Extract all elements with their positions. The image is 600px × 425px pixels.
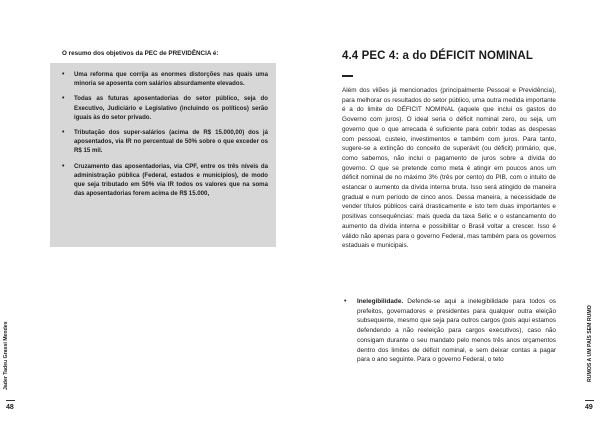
list-item: • Tributação dos super-salários (acima de R$ 15.000,00) dos já aposentados, via IR no percentual de 50% sobre o que exceder os R$ 15 mil. [62, 129, 268, 155]
page-number: 49 [585, 404, 593, 411]
bullet-icon: • [62, 162, 65, 170]
objectives-list [50, 63, 276, 198]
title-rule [342, 75, 353, 77]
objectives-box [50, 63, 276, 247]
list-item: • Todas as futuras aposentadorias do setor público, seja do Executivo, Judiciário e Legislativo (incluindo os políticos) serão iguais às do setor privado. [62, 95, 268, 121]
list-item-text: Defende-se aqui a inelegibilidade para todos os prefeitos, governadores e presidentes para qualquer outra eleição subsequente, mesmo que seja para outros cargos (pois aqui estamos defendendo a não reeleição para cargos executivos), caso não consigam durante o seu mandato pelo menos três anos orçamentos dentro dos limites de déficit nominal, e sem deixar contas a pagar para o ano seguinte. Para o governo Federal, o teto [357, 298, 556, 364]
bullet-icon: • [62, 95, 65, 103]
proposal-list [342, 297, 556, 365]
page-number: 48 [6, 404, 14, 411]
bullet-icon: • [62, 71, 65, 78]
body-paragraph: Além dos vilões já mencionados (principalmente Pessoal e Previdência), para melhorar os resultados do setor público, uma outra medida importante é a do limite do DÉFICIT NOMINAL (aquele que inclui os gastos do Governo com juros). O ideal seria o déficit nominal zero, ou seja, um governo que o que arrecada é suficiente para cobrir todas as despesas com pessoal, custeio, investimentos e também com juros. Para tanto, sugere-se a extinção do conceito de superávit (ou déficit) primário, que, como sabemos, não inclui o pagamento de juros sobre a dívida do governo. O que se pretende como meta é atingir em poucos anos um déficit nominal de no máximo 3% (três por cento) do PIB, com o intuito de estancar o aumento da dívida interna bruta. Isso será atingido de maneira gradual e num período de cinco anos. Dessa maneira, a necessidade de vender títulos públicos cairá drasticamente e isto tem duas importantes e positivas consequências: mais queda da taxa Selic e o estancamento do aumento da dívida interna e possibilitar o Brasil voltar a crescer. Isso é válido não apenas para o governo Federal, mas também para os governos estaduais e municipais. [342, 87, 556, 250]
list-item [342, 297, 556, 365]
box-intro: O resumo dos objetivos da PEC de PREVIDÊNCIA é: [62, 50, 219, 57]
bullet-icon: • [344, 298, 347, 305]
list-item-term: Inelegibilidade. [357, 298, 404, 305]
page-number-rule [585, 400, 594, 401]
book-running-label: RUMOS A UM PAÍS SEM RUMO [587, 305, 593, 382]
page-number-rule [6, 400, 15, 401]
section-title: 4.4 PEC 4: a do DÉFICIT NOMINAL [342, 50, 533, 62]
bullet-icon: • [62, 129, 65, 137]
list-item: • Uma reforma que corrija as enormes distorções nas quais uma minoria se aposenta com salários absurdamente elevados. [62, 71, 268, 88]
author-running-label: Jader Tadeu Grassi Mendes [3, 321, 9, 390]
list-item: • Cruzamento das aposentadorias, via CPF, entre os três níveis da administração pública (Federal, estados e municípios), de modo que seja tributado em 50% via IR todos os valores que na soma das aposentadorias forem acima de R$ 15.000, [62, 162, 268, 198]
